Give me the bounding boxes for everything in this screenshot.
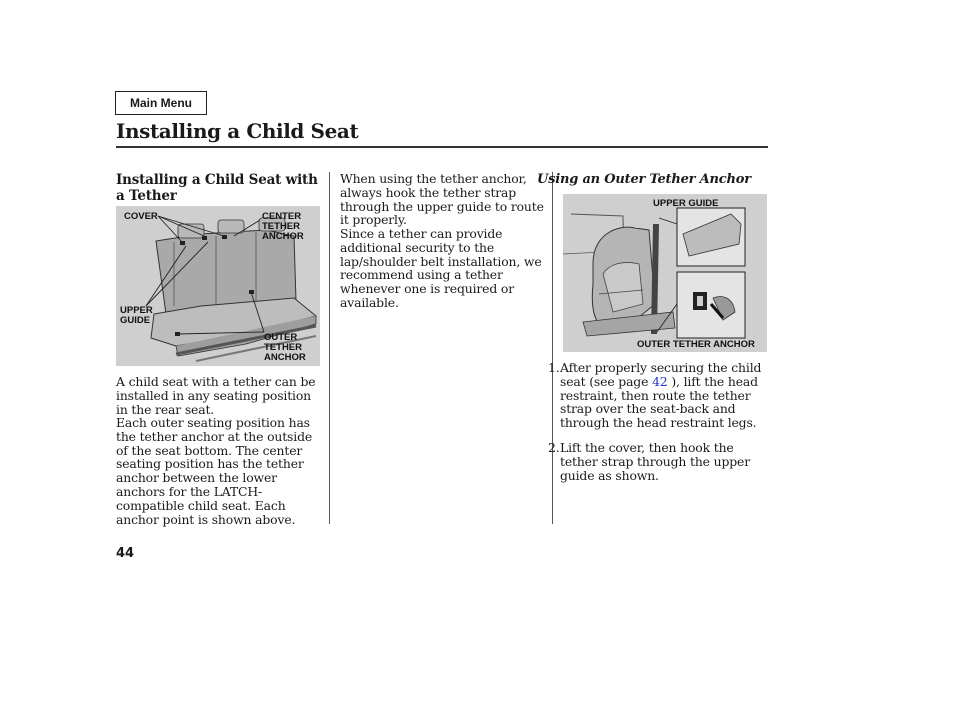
section-heading: Installing a Child Seat with a Tether	[116, 172, 318, 204]
step-text	[560, 361, 768, 430]
column-divider-left	[329, 172, 330, 524]
step-number: 2.	[548, 440, 560, 455]
middle-paragraph-2: Since a tether can provide additional security to the lap/shoulder belt installation, we recommend using a tether whenever one is required or available.	[340, 226, 542, 310]
main-menu-button[interactable]: Main Menu	[115, 91, 207, 115]
step-text-after: ), lift the head restraint, then route the tether strap over the seat-back and through the head restraint legs.	[560, 373, 758, 431]
step-1	[548, 361, 770, 431]
figure-label-outer-tether-anchor: OUTER TETHER ANCHOR	[264, 332, 306, 363]
page-title: Installing a Child Seat	[116, 119, 359, 143]
step-number: 1.	[548, 360, 560, 375]
header-divider	[116, 146, 768, 148]
figure-label-outer-tether-anchor: OUTER TETHER ANCHOR	[637, 339, 755, 350]
figure-label-upper-guide: UPPER GUIDE	[120, 305, 153, 326]
page-link[interactable]: 42	[652, 373, 668, 389]
outer-tether-figure	[563, 194, 767, 352]
subsection-heading: Using an Outer Tether Anchor	[537, 172, 751, 187]
left-paragraph-2: Each outer seating position has the tether anchor at the outside of the seat bottom. The center seating position has the tether anchor between the lower anchors for the LATCH-compatible child seat. Each anchor point is shown above.	[116, 415, 313, 527]
step-text: Lift the cover, then hook the tether strap through the upper guide as shown.	[560, 440, 750, 483]
figure-label-upper-guide: UPPER GUIDE	[653, 198, 719, 209]
rear-seat-figure	[116, 206, 320, 366]
figure-label-cover: COVER	[124, 211, 158, 222]
left-paragraph-1: A child seat with a tether can be installed in any seating position in the rear seat.	[116, 374, 316, 417]
figure-label-center-tether-anchor: CENTER TETHER ANCHOR	[262, 211, 304, 242]
page-number: 44	[116, 546, 135, 561]
step-2	[548, 441, 770, 485]
middle-paragraph-1: When using the tether anchor, always hook the tether strap through the upper guide to route it properly.	[340, 171, 544, 228]
step-text-before: After properly securing the child seat (see page	[560, 360, 762, 389]
child-seat-illustration	[563, 194, 767, 352]
